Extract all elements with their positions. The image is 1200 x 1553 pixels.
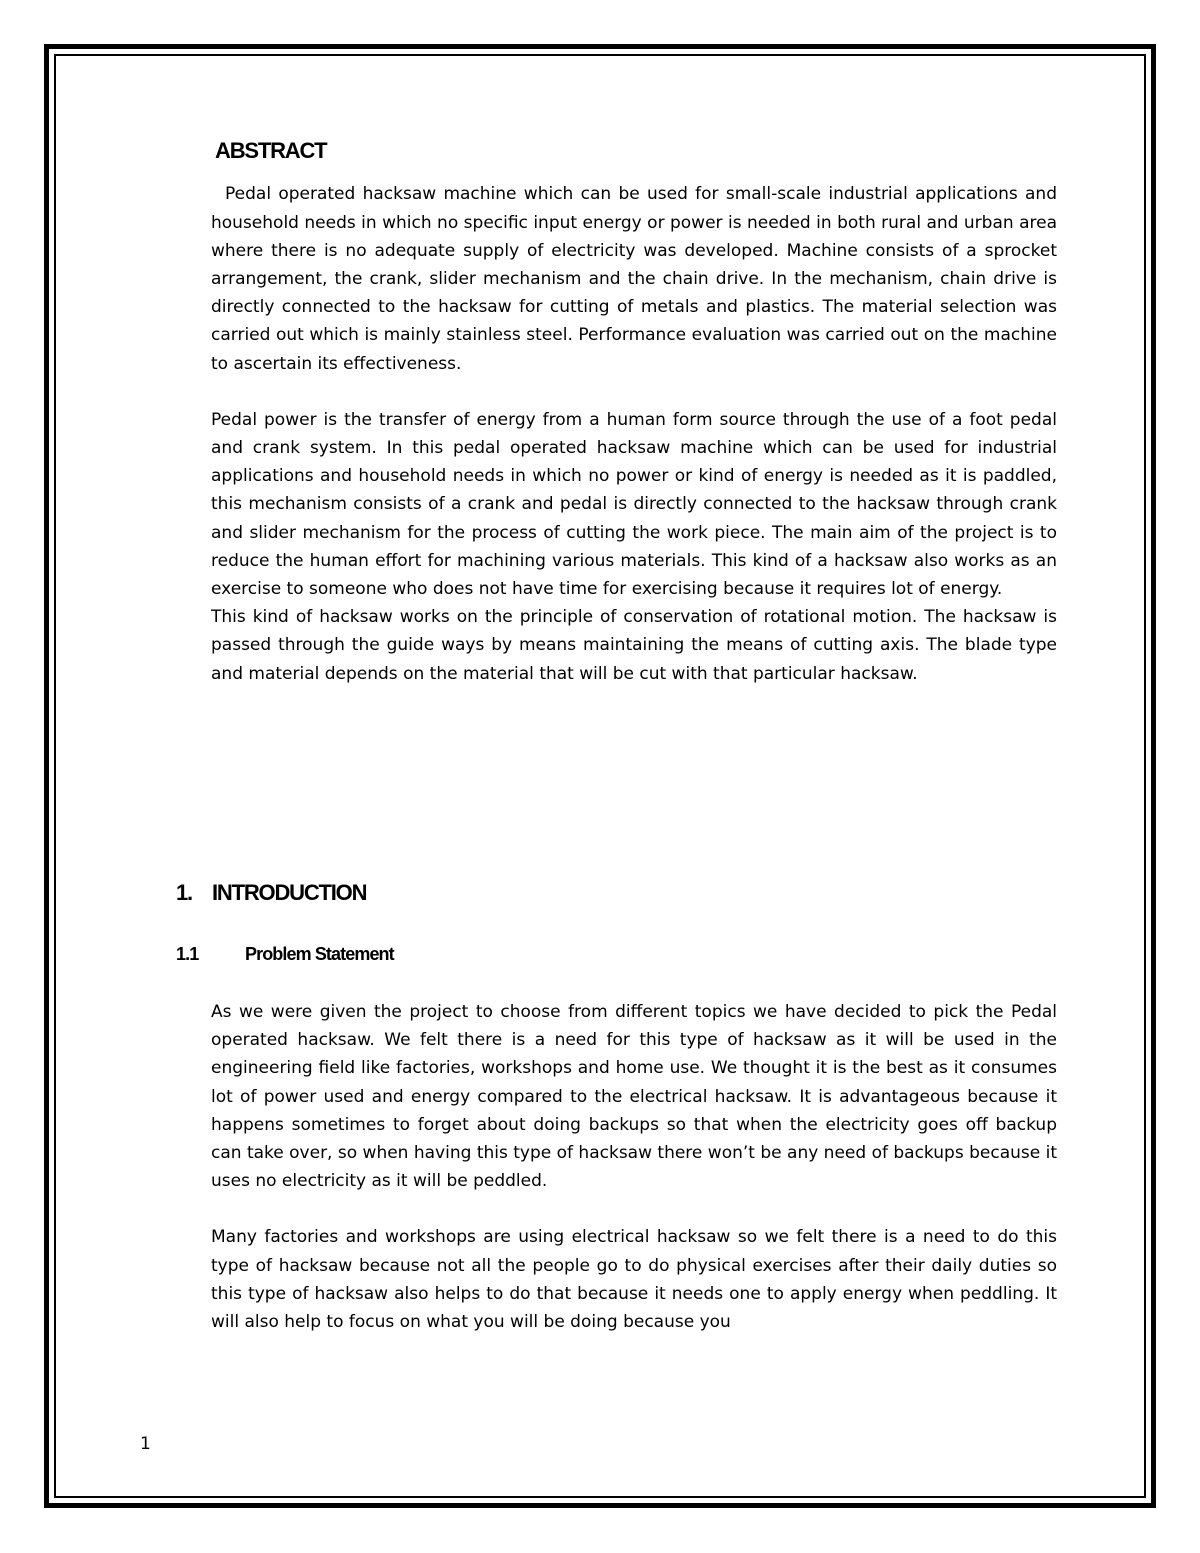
abstract-heading: ABSTRACT [215,138,327,163]
problem-statement-number: 1.1 [176,944,199,964]
page-number: 1 [140,1434,151,1454]
abstract-section [211,138,1057,688]
problem-statement-paragraph-1: As we were given the project to choose from different topics we have decided to pick the Pedal operated hacksaw. We felt there is a need for this type of hacksaw as it will be used in the engineering field like factories, workshops and home use. We thought it is the best as it consumes lot of power used and energy compared to the electrical hacksaw. It is advantageous because it happens sometimes to forget about doing backups so that when the electricity goes off backup can take over, so when having this type of hacksaw there won’t be any need of backups because it uses no electricity as it will be peddled. [211,1002,1057,1192]
introduction-heading [176,880,366,906]
introduction-number: 1. [176,880,192,905]
abstract-paragraph-1: Pedal operated hacksaw machine which can be used for small-scale industrial applications and household needs in which no specific input energy or power is needed in both rural and urban area where there is no adequate supply of electricity was developed. Machine consists of a sprocket arrangement, the crank, slider mechanism and the chain drive. In the mechanism, chain drive is directly connected to the hacksaw for cutting of metals and plastics. The material selection was carried out which is mainly stainless steel. Performance evaluation was carried out on the machine to ascertain its effectiveness. [211,184,1057,374]
abstract-paragraph-2: Pedal power is the transfer of energy from a human form source through the use of a foot pedal and crank system. In this pedal operated hacksaw machine which can be used for industrial applications and household needs in which no power or kind of energy is needed as it is paddled, this mechanism consists of a crank and pedal is directly connected to the hacksaw through crank and slider mechanism for the process of cutting the work piece. The main aim of the project is to reduce the human effort for machining various materials. This kind of a hacksaw also works as an exercise to someone who does not have time for exercising because it requires lot of energy. [211,409,1057,600]
problem-statement-section [211,998,1057,1336]
problem-statement-title: Problem Statement [245,944,394,964]
abstract-paragraph-3: This kind of hacksaw works on the principle of conservation of rotational motion. The hacksaw is passed through the guide ways by means maintaining the means of cutting axis. The blade type and material depends on the material that will be cut with that particular hacksaw. [211,607,1057,684]
introduction-title: INTRODUCTION [212,880,367,905]
problem-statement-paragraph-2: Many factories and workshops are using electrical hacksaw so we felt there is a need to do this type of hacksaw because not all the people go to do physical exercises after their daily duties so this type of hacksaw also helps to do that because it needs one to apply energy when peddling. It will also help to focus on what you will be doing because you [211,1227,1057,1333]
problem-statement-heading [176,944,394,965]
